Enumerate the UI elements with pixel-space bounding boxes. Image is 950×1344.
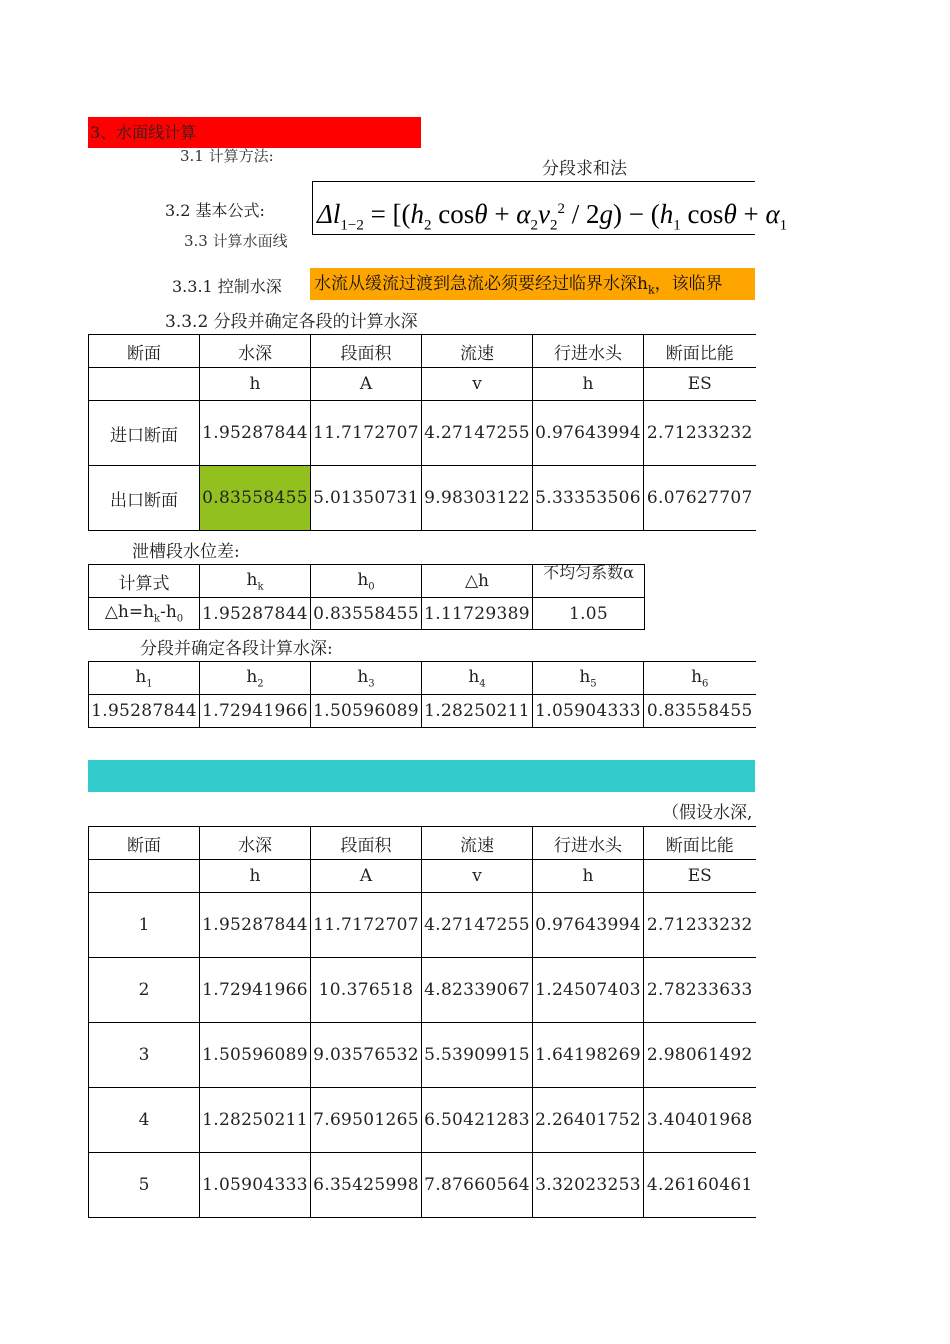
profile-table <box>88 826 756 1218</box>
data-cell: 0.97643994 <box>533 893 644 958</box>
data-cell: 1.95287844 <box>200 893 311 958</box>
highlighted-cell: 0.83558455 <box>200 466 311 531</box>
header-cell: 行进水头 <box>533 335 644 368</box>
data-cell: 11.7172707 <box>311 893 422 958</box>
calc-label: 3.3 计算水面线 <box>184 232 288 250</box>
symbol-cell: v <box>422 860 533 893</box>
formula-cell: $\triangle h=h_k-h_0$ <box>89 598 200 630</box>
header-cell: $h_2$ <box>200 662 311 695</box>
symbol-cell: h <box>533 368 644 401</box>
data-cell: 1.05904333 <box>533 695 644 728</box>
symbol-cell: h <box>200 860 311 893</box>
table-row <box>89 1088 756 1153</box>
table-row <box>89 401 756 466</box>
header-cell: 流速 <box>422 827 533 860</box>
method-label: 3.1 计算方法: <box>180 147 274 165</box>
row-label: 5 <box>89 1153 200 1218</box>
data-cell: 2.98061492 <box>644 1023 756 1088</box>
symbol-cell: ES <box>644 860 756 893</box>
header-cell: 水深 <box>200 827 311 860</box>
header-cell: $h_1$ <box>89 662 200 695</box>
header-cell: 不均匀系数α <box>533 565 645 598</box>
data-cell: 9.03576532 <box>311 1023 422 1088</box>
header-cell: 计算式 <box>89 565 200 598</box>
row-label: 4 <box>89 1088 200 1153</box>
control-depth-label: 3.3.1 控制水深 <box>172 277 282 296</box>
symbol-cell: ES <box>644 368 756 401</box>
header-cell: 断面比能 <box>644 827 756 860</box>
data-cell: 1.24507403 <box>533 958 644 1023</box>
header-cell: $h_k$ <box>200 565 311 598</box>
symbol-cell: v <box>422 368 533 401</box>
data-cell: 11.7172707 <box>311 401 422 466</box>
header-cell: 段面积 <box>311 335 422 368</box>
header-cell: $h_3$ <box>311 662 422 695</box>
data-cell: 2.78233633 <box>644 958 756 1023</box>
data-cell: 7.87660564 <box>422 1153 533 1218</box>
data-cell: 4.27147255 <box>422 893 533 958</box>
data-cell: 9.98303122 <box>422 466 533 531</box>
data-cell: 5.01350731 <box>311 466 422 531</box>
teal-section-bar <box>88 760 755 792</box>
header-cell: △h <box>422 565 533 598</box>
symbol-cell <box>89 860 200 893</box>
data-cell: 5.53909915 <box>422 1023 533 1088</box>
data-cell: 2.26401752 <box>533 1088 644 1153</box>
table-row <box>89 893 756 958</box>
row-label: 2 <box>89 958 200 1023</box>
header-cell: 断面比能 <box>644 335 756 368</box>
assumption-note: （假设水深, <box>662 803 753 823</box>
section-title: 3、水面线计算 <box>90 123 197 142</box>
data-cell: 2.71233232 <box>644 893 756 958</box>
segment-depth-caption: 分段并确定各段计算水深: <box>140 639 333 659</box>
data-cell: 4.27147255 <box>422 401 533 466</box>
section-title-bar <box>88 117 421 148</box>
row-label: 3 <box>89 1023 200 1088</box>
table-row <box>89 466 756 531</box>
data-cell: 1.05 <box>533 598 645 630</box>
header-cell: $h_5$ <box>533 662 644 695</box>
data-cell: 2.71233232 <box>644 401 756 466</box>
header-cell: 流速 <box>422 335 533 368</box>
section-table <box>88 334 756 531</box>
data-cell: 1.64198269 <box>533 1023 644 1088</box>
data-cell: 0.83558455 <box>311 598 422 630</box>
table-row <box>89 598 645 630</box>
header-cell: 断面 <box>89 827 200 860</box>
symbol-cell: A <box>311 368 422 401</box>
row-label: 进口断面 <box>89 401 200 466</box>
symbol-cell: h <box>533 860 644 893</box>
symbol-cell: A <box>311 860 422 893</box>
data-cell: 1.05904333 <box>200 1153 311 1218</box>
data-cell: 0.97643994 <box>533 401 644 466</box>
data-cell: 1.28250211 <box>200 1088 311 1153</box>
data-cell: 1.72941966 <box>200 695 311 728</box>
data-cell: 1.95287844 <box>200 598 311 630</box>
data-cell: 10.376518 <box>311 958 422 1023</box>
water-level-caption: 泄槽段水位差: <box>132 542 240 562</box>
symbol-cell: h <box>200 368 311 401</box>
data-cell: 1.11729389 <box>422 598 533 630</box>
data-cell: 1.95287844 <box>89 695 200 728</box>
data-cell: 3.32023253 <box>533 1153 644 1218</box>
control-depth-note: 水流从缓流过渡到急流必须要经过临界水深$h_k$，该临界 <box>310 268 755 300</box>
data-cell: 6.07627707 <box>644 466 756 531</box>
method-value: 分段求和法 <box>542 159 627 179</box>
data-cell: 4.26160461 <box>644 1153 756 1218</box>
formula-box: $\Delta l_{1-2} = [(h_2$ $\cos\theta + \alpha_2v_2^2 / 2g) - (h_1$ $\cos\theta + \alpha_1$ <box>312 181 755 235</box>
row-label: 1 <box>89 893 200 958</box>
header-cell: $h_4$ <box>422 662 533 695</box>
data-cell: 1.50596089 <box>311 695 422 728</box>
table-row <box>89 958 756 1023</box>
table-row <box>89 695 756 728</box>
symbol-cell <box>89 368 200 401</box>
formula-label: 3.2 基本公式: <box>165 201 265 220</box>
data-cell: 1.50596089 <box>200 1023 311 1088</box>
data-cell: 1.72941966 <box>200 958 311 1023</box>
data-cell: 3.40401968 <box>644 1088 756 1153</box>
header-cell: 行进水头 <box>533 827 644 860</box>
row-label: 出口断面 <box>89 466 200 531</box>
header-cell: $h_0$ <box>311 565 422 598</box>
header-cell: 水深 <box>200 335 311 368</box>
segment-depth-table <box>88 661 756 728</box>
segment-label: 3.3.2 分段并确定各段的计算水深 <box>165 312 418 332</box>
data-cell: 1.95287844 <box>200 401 311 466</box>
table-row <box>89 1023 756 1088</box>
header-cell: 段面积 <box>311 827 422 860</box>
data-cell: 5.33353506 <box>533 466 644 531</box>
data-cell: 6.35425998 <box>311 1153 422 1218</box>
data-cell: 6.50421283 <box>422 1088 533 1153</box>
data-cell: 1.28250211 <box>422 695 533 728</box>
data-cell: 7.69501265 <box>311 1088 422 1153</box>
data-cell: 0.83558455 <box>644 695 756 728</box>
table-row <box>89 1153 756 1218</box>
header-cell: $h_6$ <box>644 662 756 695</box>
data-cell: 4.82339067 <box>422 958 533 1023</box>
header-cell: 断面 <box>89 335 200 368</box>
water-level-table <box>88 564 645 630</box>
